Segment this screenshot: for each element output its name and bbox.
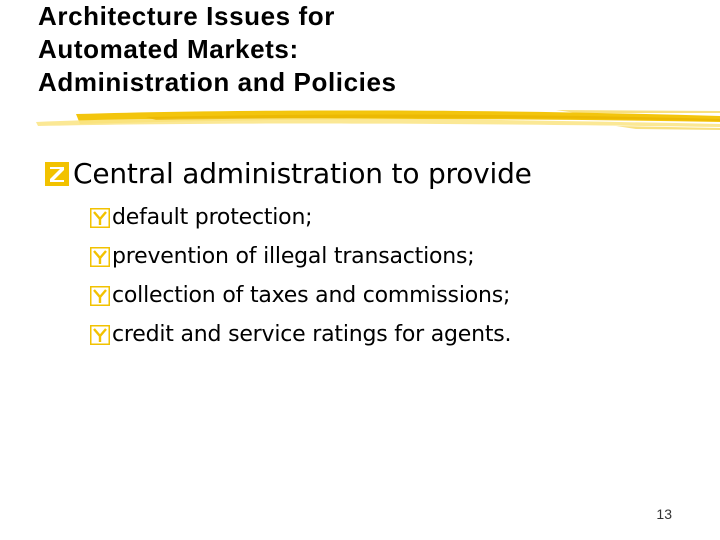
z-bullet-icon bbox=[44, 161, 70, 187]
sub-bullet-text: credit and service ratings for agents. bbox=[112, 321, 512, 347]
page-number: 13 bbox=[656, 506, 672, 522]
list-item bbox=[90, 315, 511, 354]
main-bullet-text: Central administration to provide bbox=[73, 157, 532, 190]
slide-title-line: Architecture Issues for bbox=[38, 1, 336, 31]
slide-title-line: Automated Markets: bbox=[38, 34, 299, 64]
list-item bbox=[90, 198, 511, 237]
y-bullet-icon bbox=[90, 286, 110, 306]
sub-bullet-list bbox=[90, 198, 511, 354]
main-bullet bbox=[44, 152, 532, 196]
sub-bullet-text: default protection; bbox=[112, 204, 313, 230]
y-bullet-icon bbox=[90, 325, 110, 345]
y-bullet-icon bbox=[90, 247, 110, 267]
list-item bbox=[90, 276, 511, 315]
slide-title-line: Administration and Policies bbox=[38, 67, 397, 97]
sub-bullet-text: collection of taxes and commissions; bbox=[112, 282, 511, 308]
list-item bbox=[90, 237, 511, 276]
sub-bullet-text: prevention of illegal transactions; bbox=[112, 243, 475, 269]
brush-underline bbox=[36, 104, 720, 134]
slide-title bbox=[38, 0, 678, 99]
y-bullet-icon bbox=[90, 208, 110, 228]
